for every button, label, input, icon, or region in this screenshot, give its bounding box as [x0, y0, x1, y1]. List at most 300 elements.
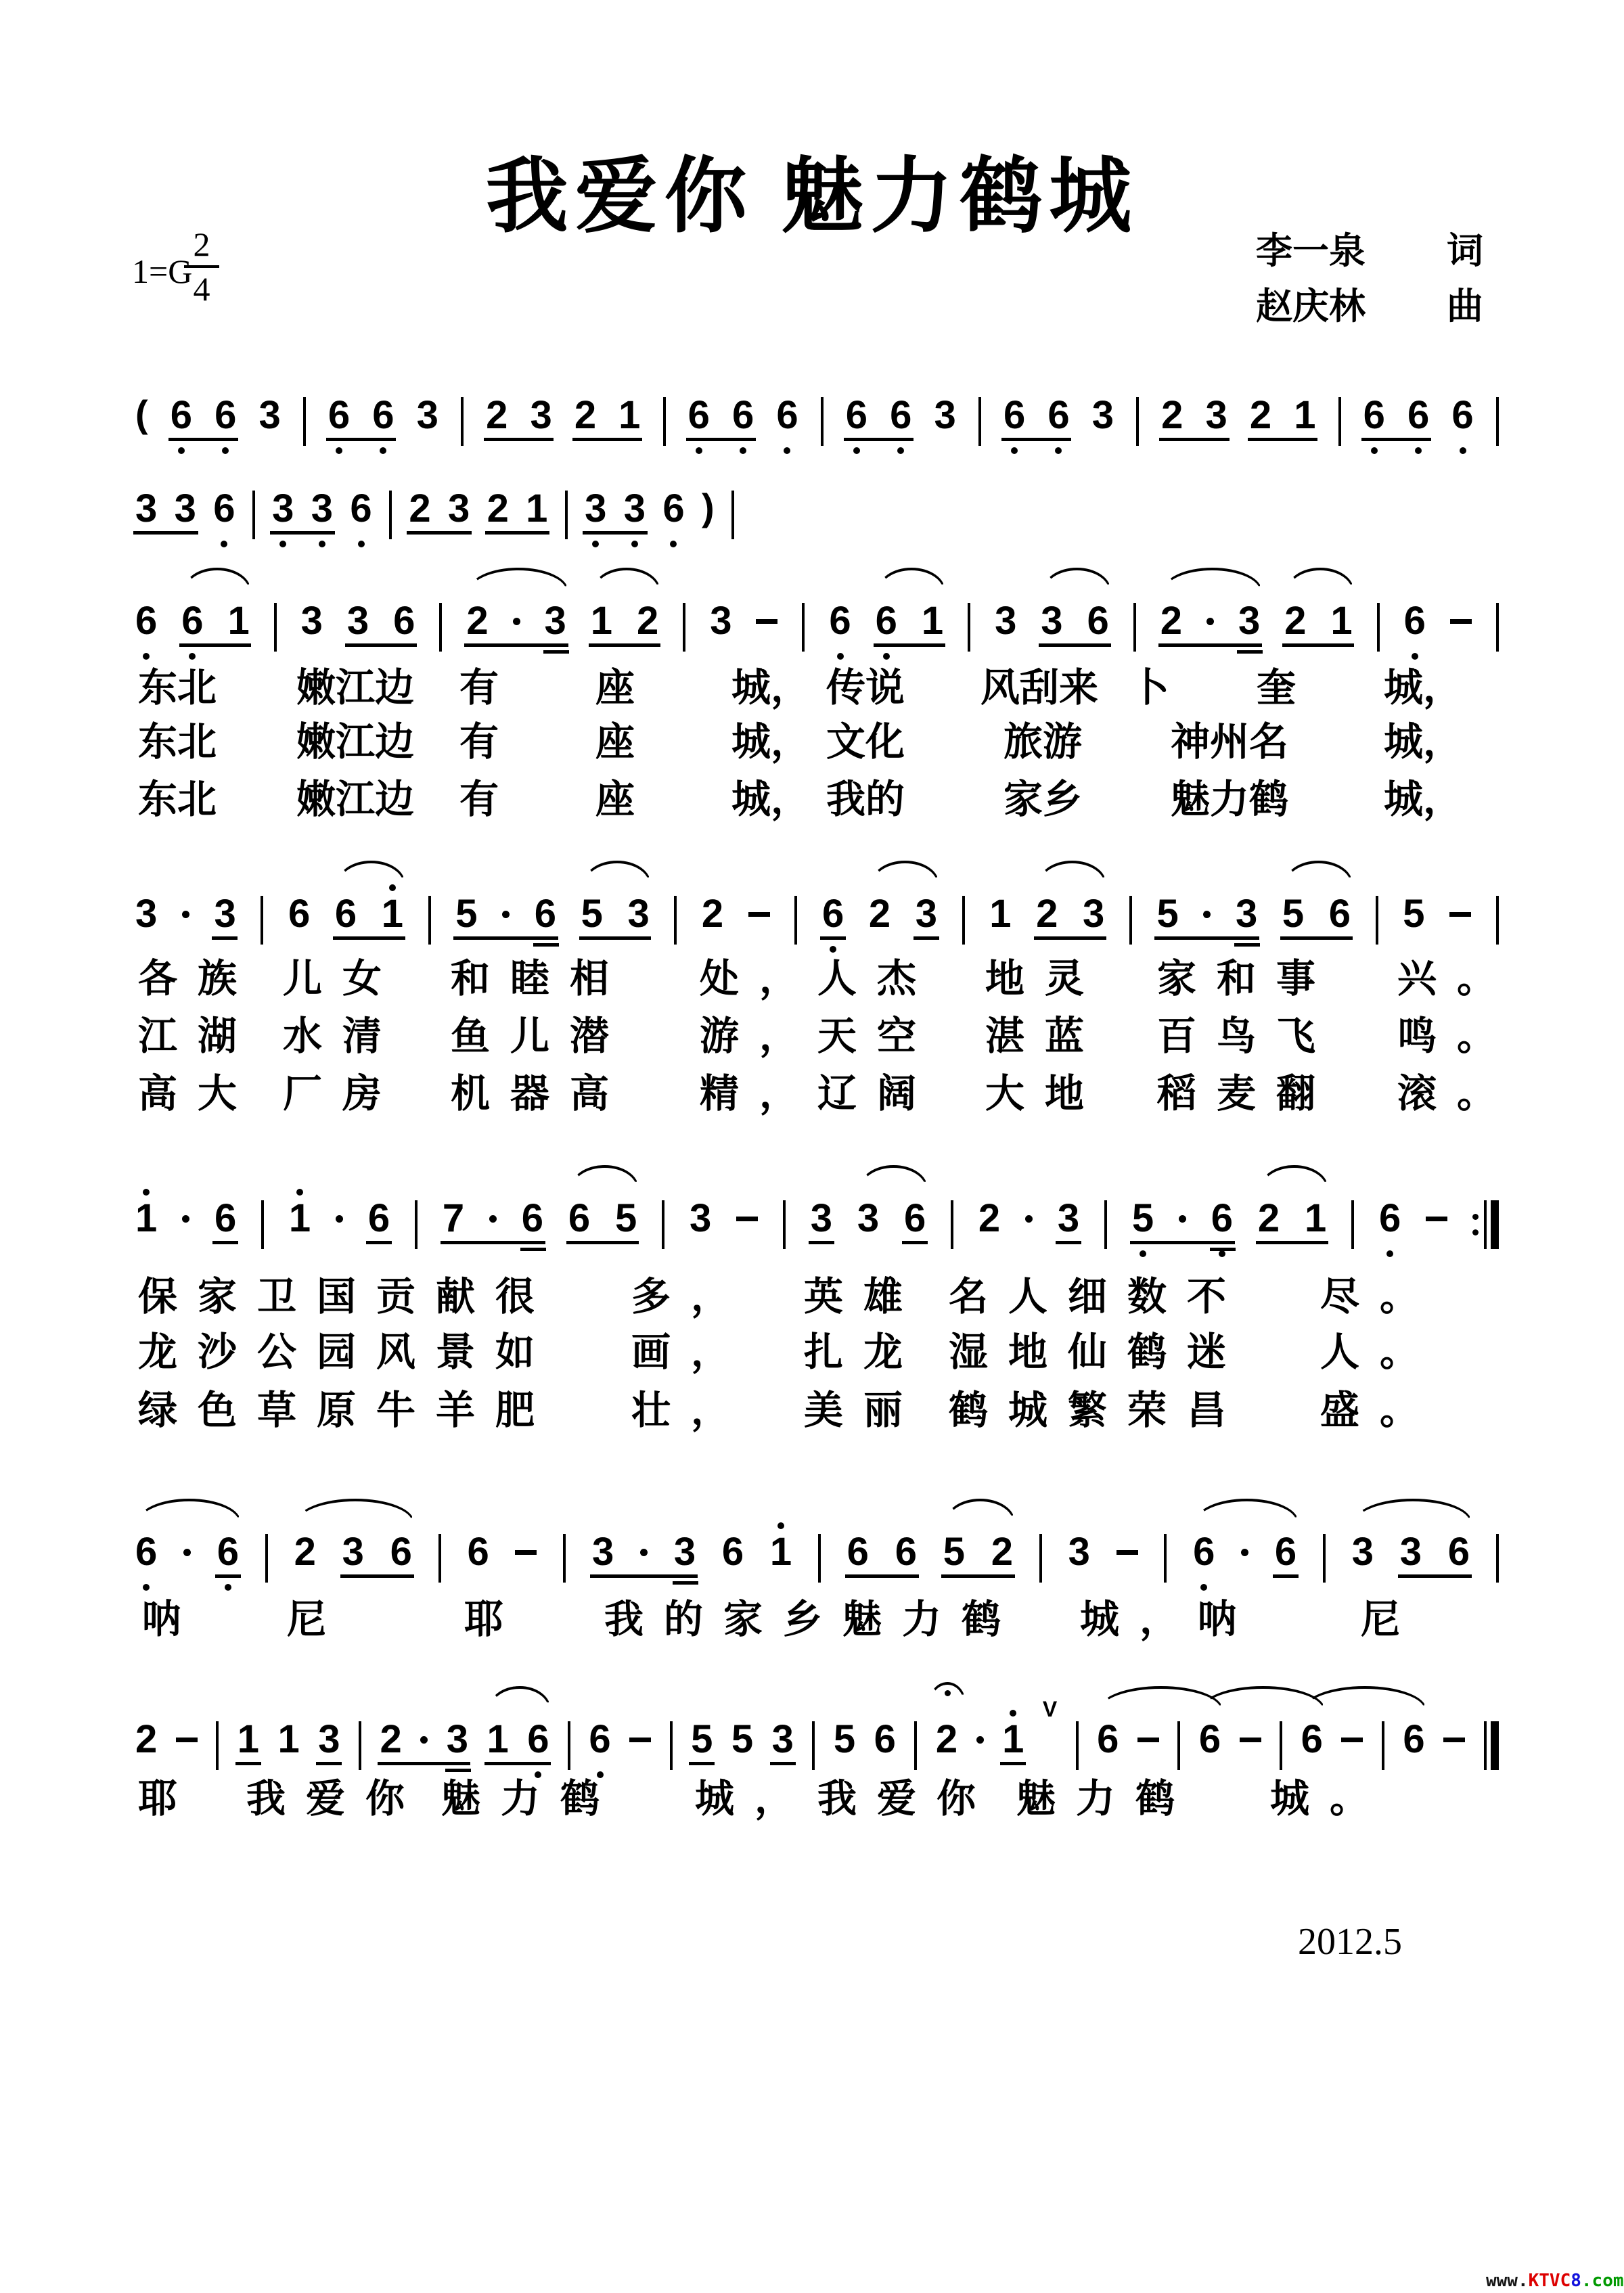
- note-digit: 2: [466, 599, 489, 643]
- note-token: [1036, 882, 1058, 957]
- note-digit: 3: [1091, 393, 1114, 437]
- slur-arc: [945, 1499, 1015, 1522]
- note-digit: 2: [1257, 1196, 1280, 1240]
- note-token: [811, 1187, 832, 1261]
- note-token: [1156, 882, 1178, 957]
- beam-line: [345, 643, 417, 647]
- note-digit: 3: [710, 599, 732, 643]
- slur-arc: [1354, 1499, 1472, 1522]
- watermark-segment: KTVC: [1528, 2271, 1571, 2291]
- note-digit: 6: [334, 892, 357, 936]
- lyric-segment: 地灵: [985, 957, 1105, 1001]
- augmentation-dot: [1203, 911, 1211, 918]
- note-token: [936, 1708, 957, 1782]
- note-token: [581, 882, 603, 957]
- note-digit: 3: [530, 393, 552, 437]
- barline: [1496, 1534, 1499, 1583]
- duration-dash: [515, 1550, 537, 1555]
- beam-line: [566, 1241, 639, 1244]
- note-token: [227, 589, 249, 664]
- beam-line: [215, 1574, 241, 1578]
- octave-dot-below: [897, 447, 904, 458]
- note-token: [943, 1520, 965, 1595]
- note-digit: 1: [288, 1196, 311, 1240]
- note-digit: 2: [935, 1717, 958, 1761]
- beam-line: [583, 531, 648, 535]
- note-digit: 3: [627, 892, 650, 936]
- beam-line: [1280, 936, 1353, 940]
- slur-arc: [1286, 568, 1354, 591]
- lyric-segment: 人杰: [817, 957, 937, 1001]
- note-token: [135, 477, 157, 551]
- beam-line: [689, 1762, 715, 1765]
- beam-line: [441, 1241, 545, 1244]
- lyric-segment: 湿地仙鹤迷: [949, 1330, 1247, 1374]
- lyric-segment: 高大: [138, 1072, 258, 1116]
- note-digit: 3: [1238, 599, 1261, 643]
- note-token: [1301, 1708, 1323, 1782]
- music-line: [135, 1187, 1499, 1261]
- octave-dot-below: [336, 447, 342, 458]
- slur-arc: [859, 1165, 928, 1189]
- octave-dot-below: [319, 541, 325, 551]
- note-token: [467, 1520, 489, 1595]
- music-line: [135, 1697, 1499, 1782]
- note-digit: 3: [934, 393, 956, 437]
- note-digit: 6: [1193, 1530, 1215, 1574]
- barline: [821, 397, 824, 446]
- barline: [783, 1200, 786, 1249]
- lyric-segment: 城，: [1384, 666, 1463, 710]
- note-digit: 2: [1284, 599, 1307, 643]
- beam-line: [1000, 1762, 1026, 1765]
- note-digit: 2: [868, 892, 891, 936]
- note-digit: 6: [367, 1196, 390, 1240]
- note-token: [710, 589, 731, 664]
- note-digit: 6: [217, 1530, 240, 1574]
- barline: [389, 491, 392, 539]
- lyric-segment: 座: [595, 777, 635, 821]
- note-digit: 6: [721, 1530, 744, 1574]
- lyric-segment: 风刮来: [980, 666, 1099, 710]
- note-token: [574, 384, 596, 458]
- barline: [565, 491, 568, 539]
- note-token: [1448, 1520, 1470, 1595]
- augmentation-dot: [489, 1215, 497, 1223]
- octave-dot-below: [222, 447, 229, 458]
- note-digit: 1: [989, 892, 1012, 936]
- barline: [662, 1200, 664, 1249]
- note-digit: 2: [409, 486, 431, 530]
- barline: [252, 491, 255, 539]
- note-token: [691, 1708, 713, 1782]
- note-token: [1097, 1708, 1119, 1782]
- note-token: [258, 384, 280, 458]
- note-digit: 3: [1235, 892, 1258, 936]
- note-token: [135, 1520, 157, 1595]
- note-digit: 6: [731, 393, 754, 437]
- lyric-segment: 城，: [731, 720, 811, 764]
- lyric-segment: 精，: [700, 1072, 819, 1116]
- music-line: [135, 1520, 1499, 1595]
- note-token: [1193, 1520, 1215, 1595]
- note-token: [934, 384, 956, 458]
- note-token: [662, 477, 684, 551]
- augmentation-dot: [182, 1215, 189, 1223]
- note-digit: 3: [673, 1530, 696, 1574]
- octave-dot-below: [784, 447, 790, 458]
- page-title: 我爱你 魅力鹤城: [485, 152, 1139, 243]
- duration-dash: [629, 1738, 651, 1742]
- note-token: [217, 1520, 239, 1595]
- watermark-segment: .com: [1581, 2271, 1624, 2291]
- octave-dot-below: [143, 1584, 150, 1595]
- note-token: [277, 1708, 299, 1782]
- composer-name: 赵庆林: [1256, 286, 1366, 327]
- lyric-segment: 魅力鹤: [441, 1777, 621, 1821]
- barline: [731, 491, 734, 539]
- sixteenth-beam-line: [543, 650, 569, 654]
- note-token: [1161, 384, 1183, 458]
- lyric-segment: 鸣。: [1397, 1014, 1517, 1058]
- octave-dot-below: [830, 946, 836, 957]
- note-token: [722, 1520, 744, 1595]
- duration-dash: [1240, 1738, 1261, 1742]
- note-token: [487, 477, 509, 551]
- note-token: [1132, 1187, 1154, 1261]
- note-token: [417, 384, 438, 458]
- lyric-segment: 美丽: [804, 1388, 924, 1432]
- lyric-segment: 尼: [287, 1597, 327, 1641]
- composition-date: 2012.5: [1298, 1921, 1402, 1963]
- note-token: [1282, 882, 1304, 957]
- time-signature-denominator: 4: [193, 270, 210, 308]
- note-digit: 3: [300, 599, 323, 643]
- lyric-segment: 儿女: [283, 957, 403, 1001]
- note-token: [991, 1520, 1013, 1595]
- slur-arc: [137, 1499, 241, 1522]
- note-token: [847, 1520, 869, 1595]
- lyric-segment: 天空: [817, 1014, 937, 1058]
- barline: [1496, 896, 1499, 945]
- barline: [962, 896, 965, 945]
- note-digit: 5: [731, 1717, 754, 1761]
- note-token: [1002, 1708, 1024, 1782]
- lyric-segment: 东北: [138, 777, 217, 821]
- music-line: [135, 589, 1499, 664]
- note-digit: 2: [487, 486, 509, 530]
- barline: [359, 1721, 361, 1770]
- sixteenth-beam-line: [1237, 650, 1263, 654]
- barline: [261, 1200, 264, 1249]
- note-digit: 3: [135, 892, 158, 936]
- lyric-segment: 有: [459, 666, 499, 710]
- note-digit: 1: [1294, 393, 1316, 437]
- barline: [303, 397, 306, 446]
- lyric-segment: 扎龙: [804, 1330, 924, 1374]
- note-token: [380, 1708, 401, 1782]
- note-token: [618, 384, 640, 458]
- lyric-segment: 稻麦翻: [1157, 1072, 1336, 1116]
- slur-arc: [1260, 1165, 1328, 1189]
- parenthesis: ): [701, 486, 715, 528]
- octave-dot-below: [1200, 1584, 1207, 1595]
- note-token: [135, 589, 157, 664]
- note-digit: 3: [1068, 1530, 1090, 1574]
- note-digit: 6: [1378, 1196, 1401, 1240]
- lyric-segment: 城，: [695, 1777, 815, 1821]
- note-digit: 3: [258, 393, 281, 437]
- note-token: [1404, 589, 1426, 664]
- barline: [818, 1534, 821, 1583]
- note-token: [288, 882, 310, 957]
- note-digit: 1: [237, 1717, 259, 1761]
- note-digit: 3: [915, 892, 938, 936]
- sixteenth-beam-line: [1234, 943, 1260, 947]
- lyric-segment: 神州名: [1171, 720, 1289, 764]
- barline: [683, 603, 685, 652]
- note-digit: 1: [381, 892, 403, 936]
- note-token: [382, 882, 403, 957]
- note-digit: 6: [589, 1717, 611, 1761]
- augmentation-dot: [182, 911, 189, 918]
- note-token: [135, 882, 157, 957]
- lyric-segment: 尼: [1361, 1597, 1401, 1641]
- note-token: [874, 1708, 896, 1782]
- note-digit: 2: [1161, 393, 1183, 437]
- note-token: [1305, 1187, 1326, 1261]
- slur-arc: [489, 1686, 551, 1710]
- note-token: [527, 1708, 549, 1782]
- note-digit: 5: [833, 1717, 856, 1761]
- note-token: [637, 589, 658, 664]
- barline: [1280, 1721, 1282, 1770]
- note-digit: 3: [995, 599, 1017, 643]
- barline: [670, 1721, 673, 1770]
- note-digit: 6: [895, 1530, 917, 1574]
- note-digit: 3: [447, 486, 470, 530]
- barline: [1351, 1200, 1354, 1249]
- note-token: [1206, 384, 1227, 458]
- note-token: [448, 477, 470, 551]
- beam-line: [270, 531, 335, 535]
- octave-dot-below: [696, 447, 702, 458]
- lyric-segment: 绿色草原牛羊肥: [138, 1388, 556, 1432]
- note-digit: 6: [135, 1530, 158, 1574]
- lyric-segment: 滚。: [1397, 1072, 1517, 1116]
- octave-dot-below: [592, 541, 599, 551]
- note-token: [318, 1708, 340, 1782]
- lyric-segment: 我的: [826, 777, 905, 821]
- note-digit: 5: [455, 892, 478, 936]
- slur-arc: [468, 568, 568, 591]
- barline: [812, 1721, 815, 1770]
- barline: [1164, 1534, 1167, 1583]
- lyric-segment: 机器高: [451, 1072, 630, 1116]
- note-digit: 1: [618, 393, 641, 437]
- note-token: [916, 882, 937, 957]
- sixteenth-beam-line: [1210, 1248, 1236, 1251]
- beam-line: [1034, 936, 1106, 940]
- beam-line: [464, 643, 568, 647]
- note-token: [213, 477, 235, 551]
- barline: [438, 1534, 441, 1583]
- lyric-segment: 嫩江边: [296, 666, 415, 710]
- note-token: [1379, 1187, 1401, 1261]
- barline: [274, 603, 277, 652]
- beam-line: [770, 1762, 796, 1765]
- note-token: [335, 882, 357, 957]
- music-line: [135, 384, 1499, 458]
- note-digit: 3: [585, 486, 607, 530]
- note-digit: 7: [442, 1196, 465, 1240]
- note-token: [1083, 882, 1104, 957]
- slur-arc: [1284, 861, 1353, 884]
- lyric-segment: 龙沙公园风景如: [138, 1330, 556, 1374]
- note-digit: 6: [1363, 393, 1385, 437]
- octave-dot-below: [1415, 447, 1422, 458]
- note-digit: 3: [689, 1196, 712, 1240]
- note-digit: 6: [527, 1717, 549, 1761]
- note-digit: 1: [1330, 599, 1353, 643]
- composer-role: 曲: [1447, 286, 1483, 327]
- octave-dot-below: [178, 447, 185, 458]
- lyric-segment: 文化: [826, 720, 905, 764]
- beam-line: [179, 643, 251, 647]
- note-token: [776, 384, 798, 458]
- barline: [261, 896, 263, 945]
- note-digit: 6: [1403, 599, 1426, 643]
- barline: [1076, 1721, 1079, 1770]
- barline: [568, 1721, 570, 1770]
- note-digit: 3: [857, 1196, 880, 1240]
- composer-credit: [1256, 277, 1483, 330]
- slur-arc: [1195, 1499, 1299, 1522]
- note-token: [846, 384, 867, 458]
- slur-arc: [593, 568, 660, 591]
- note-digit: 1: [277, 1717, 300, 1761]
- note-token: [869, 882, 890, 957]
- octave-dot-below: [1460, 447, 1466, 458]
- lyric-segment: 百鸟飞: [1157, 1014, 1336, 1058]
- sixteenth-beam-line: [445, 1769, 471, 1772]
- note-token: [135, 1708, 157, 1782]
- beam-line: [845, 1574, 919, 1578]
- beam-line: [168, 438, 238, 441]
- note-token: [627, 882, 649, 957]
- beam-line: [902, 1241, 928, 1244]
- note-token: [486, 384, 508, 458]
- note-token: [466, 589, 488, 664]
- note-token: [443, 1187, 464, 1261]
- breath-mark: V: [1042, 1697, 1058, 1721]
- duration-dash: [1449, 912, 1471, 917]
- note-token: [1041, 589, 1062, 664]
- note-digit: 2: [294, 1530, 316, 1574]
- beam-line: [235, 1762, 261, 1765]
- note-token: [585, 477, 606, 551]
- note-digit: 3: [1205, 393, 1227, 437]
- octave-dot-below: [279, 541, 286, 551]
- note-token: [895, 1520, 917, 1595]
- note-digit: 6: [214, 1196, 237, 1240]
- beam-line: [133, 531, 198, 535]
- final-barline: [1484, 1721, 1499, 1770]
- note-digit: 1: [526, 486, 548, 530]
- note-digit: 6: [467, 1530, 489, 1574]
- slur-arc: [1043, 568, 1111, 591]
- lyric-segment: 城。: [1270, 1777, 1390, 1821]
- note-token: [1199, 1708, 1221, 1782]
- slur-arc: [183, 568, 251, 591]
- note-digit: 6: [135, 599, 158, 643]
- lyric-segment: 辽阔: [817, 1072, 937, 1116]
- lyric-segment: 呐: [1198, 1597, 1238, 1641]
- beam-line: [1001, 438, 1071, 441]
- note-digit: 6: [890, 393, 912, 437]
- barline: [563, 1534, 566, 1583]
- octave-dot-below: [853, 447, 860, 458]
- lyric-segment: 大地: [985, 1072, 1105, 1116]
- note-digit: 3: [174, 486, 196, 530]
- note-digit: 3: [311, 486, 334, 530]
- note-digit: 3: [346, 599, 369, 643]
- beam-line: [453, 936, 558, 940]
- note-token: [731, 1708, 753, 1782]
- lyric-segment: 城，: [731, 666, 811, 710]
- note-token: [989, 882, 1011, 957]
- watermark: [1486, 2271, 1624, 2291]
- beam-line: [484, 438, 554, 441]
- beam-line: [686, 438, 756, 441]
- fraction-bar: [184, 265, 219, 268]
- note-token: [1250, 384, 1271, 458]
- note-token: [922, 589, 943, 664]
- barline: [1133, 603, 1136, 652]
- note-digit: 2: [380, 1717, 402, 1761]
- barline: [415, 1200, 418, 1249]
- note-digit: 6: [1407, 393, 1430, 437]
- beam-line: [1154, 936, 1259, 940]
- note-digit: 2: [1036, 892, 1058, 936]
- note-digit: 2: [574, 393, 597, 437]
- lyric-segment: 壮，: [631, 1388, 751, 1432]
- beam-line: [212, 936, 238, 940]
- beam-line: [874, 643, 945, 647]
- note-token: [1258, 1187, 1280, 1261]
- lyric-segment: 盛。: [1320, 1388, 1440, 1432]
- lyric-segment: 我爱你: [246, 1777, 426, 1821]
- beam-line: [485, 531, 549, 535]
- beam-line: [1248, 438, 1317, 441]
- note-digit: 6: [288, 892, 311, 936]
- note-digit: 2: [1160, 599, 1182, 643]
- note-digit: 1: [487, 1717, 509, 1761]
- augmentation-dot: [1025, 1215, 1033, 1223]
- note-digit: 3: [810, 1196, 832, 1240]
- duration-dash: [1450, 619, 1472, 624]
- augmentation-dot: [1206, 618, 1214, 625]
- octave-dot-below: [189, 653, 196, 664]
- duration-dash: [748, 912, 770, 917]
- note-digit: 3: [416, 393, 438, 437]
- note-token: [589, 1708, 610, 1782]
- time-signature-numerator: 2: [193, 225, 210, 263]
- note-token: [822, 882, 844, 957]
- lyric-segment: 传说: [826, 666, 905, 710]
- note-digit: 3: [1057, 1196, 1080, 1240]
- beam-line: [820, 936, 846, 940]
